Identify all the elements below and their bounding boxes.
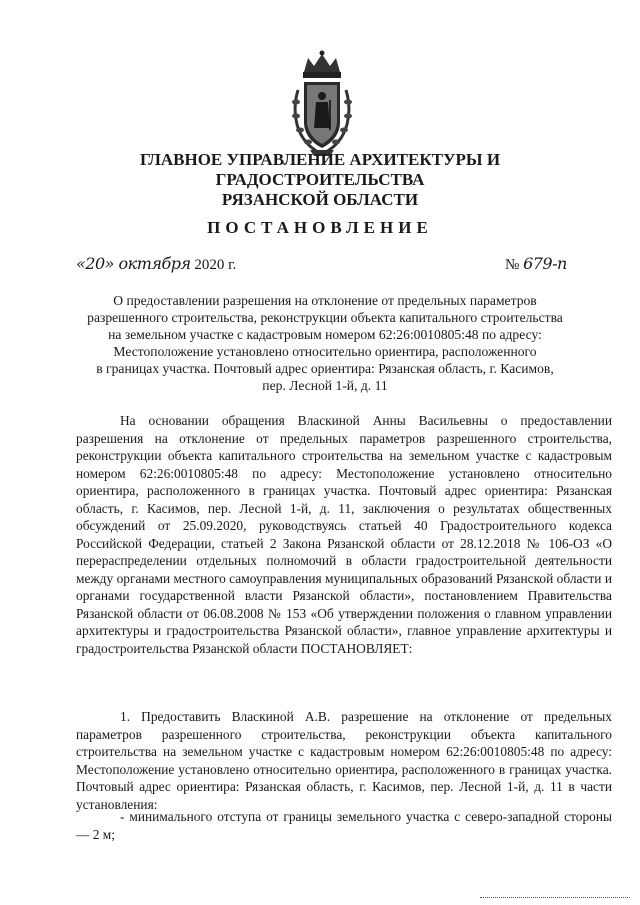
subject-line: О предоставлении разрешения на отклонение от предельных параметров <box>113 293 537 308</box>
preamble-section <box>76 412 612 657</box>
preamble-paragraph: На основании обращения Власкиной Анны Васильевны о предоставлении разрешения на отклонение от предельных параметров разрешенного строительства, реконструкции объекта капитального строительства на земельном участке с кадастровым номером 62:26:0010805:48 по адресу: Местоположение установлено относительно ориентира, расположенного в границах участка. Почтовый адрес ориентира: Рязанская область, г. Касимов, пер. Лесной 1-й, д. 11, заключения о результатах общественных обсуждений от 25.09.2020, руководствуясь статьей 40 Градостроительного кодекса Российской Федерации, статьей 2 Закона Рязанской области от 28.12.2018 № 106-ОЗ «О перераспределении отдельных полномочий в области градостроительной деятельности между органами местного самоуправления муниципальных образований Рязанской области и органами государственной власти Рязанской области», постановлением Правительства Рязанской области от 06.08.2008 № 153 «Об утверждении положения о главном управлении архитектуры и градостроительства Рязанской области», главное управление архитектуры и градостроительства Рязанской области ПОСТАНОВЛЯЕТ: <box>76 413 612 656</box>
subject-line: на земельном участке с кадастровым номером 62:26:0010805:48 по адресу: <box>108 327 542 342</box>
handwritten-number: 679-п <box>523 254 567 273</box>
resolution-item-1 <box>76 708 612 813</box>
resolution-item-1-subitem <box>76 808 612 843</box>
document-title: ПОСТАНОВЛЕНИЕ <box>207 218 433 237</box>
subject-line: пер. Лесной 1-й, д. 11 <box>262 378 388 393</box>
issuing-authority <box>40 150 600 210</box>
item-1-paragraph: 1. Предоставить Власкиной А.В. разрешение на отклонение от предельных параметров разрешенного строительства, реконструкции объекта капитального строительства на земельном участке с кадастровым номером 62:26:0010805:48 по адресу: Местоположение установлено относительно ориентира, расположенного в границах участка. Почтовый адрес ориентира: Рязанская область, г. Касимов, пер. Лесной 1-й, д. 11 в части установления: <box>76 709 612 812</box>
handwritten-date: «20» октября <box>76 254 191 273</box>
coat-of-arms-emblem <box>290 50 354 158</box>
number-prefix: № <box>505 257 520 273</box>
document-number <box>505 254 567 274</box>
date-year: 2020 г. <box>194 257 237 273</box>
subject-line: в границах участка. Почтовый адрес ориентира: Рязанская область, г. Касимов, <box>96 361 554 376</box>
issuing-authority-line1: ГЛАВНОЕ УПРАВЛЕНИЕ АРХИТЕКТУРЫ И ГРАДОСТРОИТЕЛЬСТВА <box>139 150 501 189</box>
subject-line: Местоположение установлено относительно ориентира, расположенного <box>113 344 537 359</box>
item-1-dash-paragraph: - минимального отступа от границы земельного участка с северо-западной стороны — 2 м; <box>76 809 612 842</box>
scan-artifact-line <box>480 897 630 899</box>
subject-line: разрешенного строительства, реконструкции объекта капитального строительства <box>87 310 563 325</box>
document-date <box>76 254 236 274</box>
issuing-authority-line2: РЯЗАНСКОЙ ОБЛАСТИ <box>221 190 419 209</box>
document-subject <box>60 292 590 394</box>
